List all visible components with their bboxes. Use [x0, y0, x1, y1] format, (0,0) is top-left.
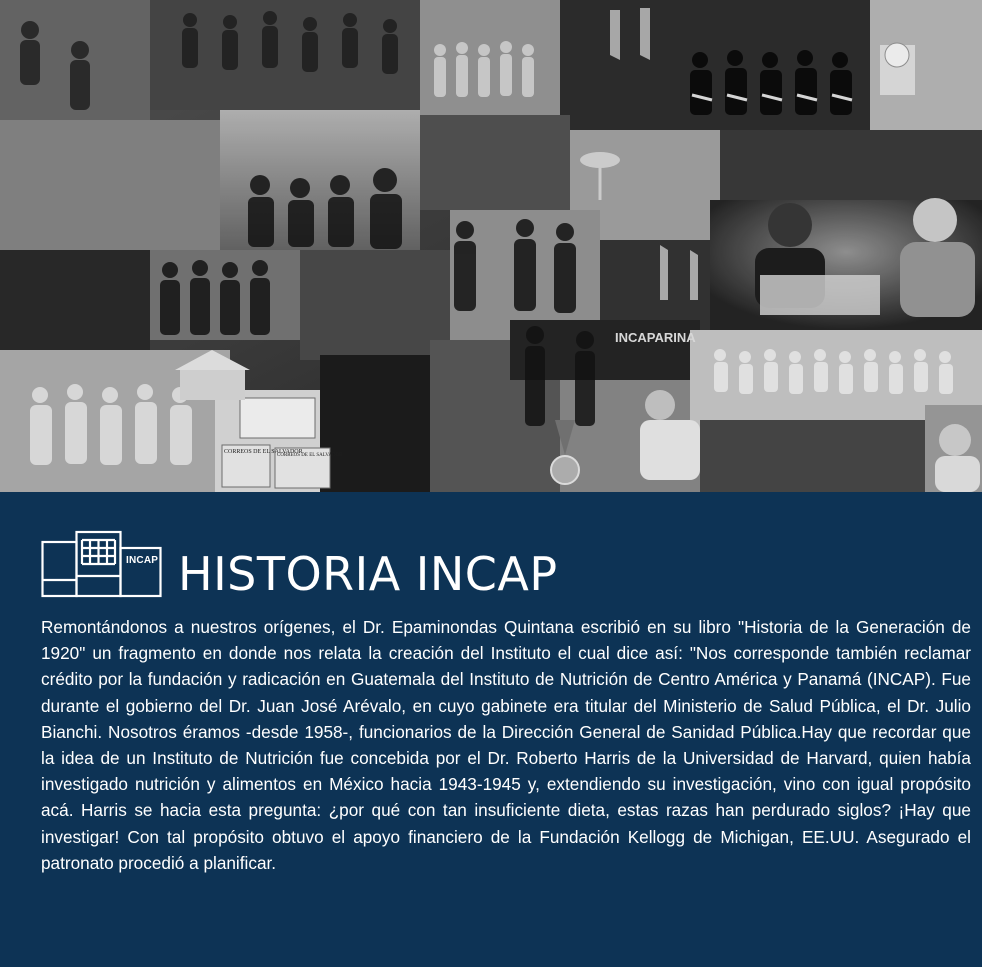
page-title: HISTORIA INCAP [178, 547, 558, 601]
history-paragraph: Remontándonos a nuestros orígenes, el Dr. Epaminondas Quintana escribió en su libro "Historia de la Generación de 1920" un fragmento en donde nos relata la creación del Instituto el cual dice así: "Nos corresponde también reclamar crédito por la fundación y radicación en Guatemala del Instituto de Nutrición de Centro América y Panamá (INCAP). Fue durante el gobierno del Dr. Juan José Arévalo, en cuyo gabinete era titular del Ministerio de Salud Pública, el Dr. Julio Bianchi. Nosotros éramos -desde 1958-, funcionarios de la Dirección General de Sanidad Pública.Hay que recordar que la idea de un Instituto de Nutrición fue concebida por el Dr. Roberto Harris de la Universidad de Harvard, quien había investigado nutrición y alimentos en México hacia 1943-1945 y, extendiendo su investigación, vino con igual propósito acá. Harris se hacia esta pregunta: ¿por qué con tan insuficiente dieta, estas razas han perdurado siglos? ¡Hay que investigar! Con tal propósito obtuvo el apoyo financiero de la Fundación Kellogg de Michigan, EE.UU. Asegurado el patronato procedió a planificar. [41, 617, 971, 873]
logo-label: INCAP [126, 555, 159, 566]
stamp-text-1: CORREOS DE EL SALVADOR [224, 449, 303, 455]
banner-text: INCAPARINA [615, 330, 696, 345]
stamp-text-2: CORREOS DE EL SALVADOR [277, 453, 343, 458]
